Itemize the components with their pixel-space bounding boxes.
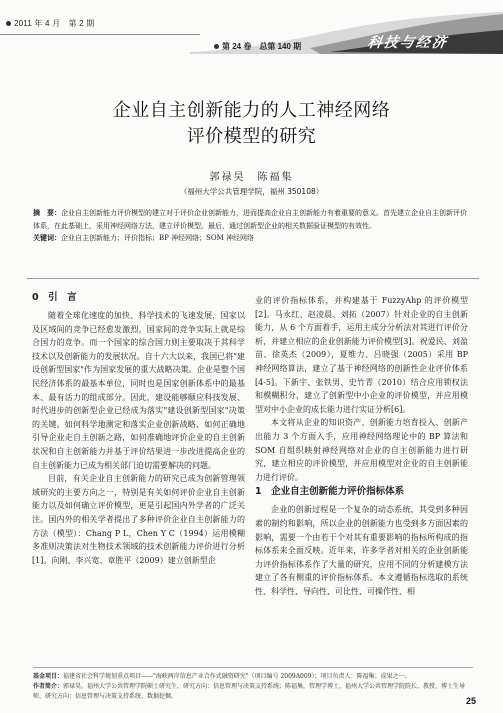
keywords-label: 关键词： bbox=[33, 234, 61, 242]
section-heading-1: 1 企业自主创新能力评价指标体系 bbox=[255, 486, 405, 498]
keywords-text: 企业自主创新能力；评价指标；BP 神经网络；SOM 神经网络 bbox=[61, 234, 255, 242]
footnote-block bbox=[33, 672, 473, 702]
left-column bbox=[32, 290, 245, 567]
bullet-icon bbox=[6, 21, 11, 26]
abstract-divider bbox=[27, 278, 479, 279]
fund-note: 基金项目：福建省社会科学规划重点项目——"海峡两岸信息产业合作式融资研究"（项目编号 2009A009）；项目负责人：陈福集；成果之一。 bbox=[33, 673, 411, 680]
page-number: 25 bbox=[466, 696, 477, 706]
paragraph: 企业的创新过程是一个复杂的动态系统，其受到多种因素的制约和影响，所以企业的创新能力也受到多方面因素的影响，需要一个由若干个对其有重要影响的指标所构成的指标体系来全面反映。近年来，许多学者对相关的企业创新能力评价指标体系作了大量的研究，应用不同的分析建模方法建立了各有侧重的评价指标体系。本文遵循指标选取的系统性、科学性、导向性、可比性、可操作性、相 bbox=[255, 505, 468, 596]
bullet-icon bbox=[214, 44, 219, 49]
keywords bbox=[33, 232, 473, 245]
paragraph: 本文将从企业的知识资产、创新能力培育投入、创新产出能力 3 个方面入手，应用神经网络理论中的 BP 算法和 SOM 自组织映射神经网络对企业的自主创新能力进行研究，建立相应的评价模型，并应用模型对企业的自主创新能力进行评价。 bbox=[255, 418, 468, 482]
abstract-label: 摘 要： bbox=[33, 209, 61, 217]
paper-title-line2: 评价模型的研究 bbox=[186, 126, 317, 147]
footnote-divider bbox=[33, 667, 473, 668]
author-bio-label: 作者简介： bbox=[33, 683, 64, 690]
paragraph: 随着全球化速度的加快、科学技术的飞速发展，国家以及区域间的竞争已经愈发激烈，国家间的竞争实际上就是综合国力的竞争。而一个国家的综合国力则主要取决于其科学技术以及创新能力的发展状况。自十六大以来，我国已将"建设创新型国家"作为国家发展的重大战略决策。企业是整个国民经济体系的最基本单位，同时也是国家创新体系中的最基本、最有活力的组成部分。因此，建设能够顺应科技发展、时代进步的创新型企业已经成为落实"建设创新型国家"决策的关键。如何科学地测定和落实企业创新战略、如何正确地引导企业走自主创新之路，如何准确地评价企业的自主创新状况和自主创新能力并基于评价结果进一步改进提高企业的自主创新能力已成为相关部门迫切需要解决的问题。 bbox=[32, 311, 245, 470]
authors: 郭禄昊 陈福集 bbox=[209, 172, 294, 183]
author-note: 作者简介：郭禄昊，福州大学公共管理学院硕士研究生，研究方向：信息管理与决策支持系统；陈福集，管理学博士，福州大学公共管理学院院长、教授、博士生导师，研究方向：信息管理与决策支持系统、数据挖掘。 bbox=[33, 683, 466, 700]
section-heading-intro: 0 引 言 bbox=[32, 292, 77, 303]
paragraph: 业的评价指标体系，并构建基于 FuzzyAhp 的评价模型[2]。马永红、赵凌晨、刘拓（2007）针对企业的自主创新能力，从 6 个方面着手，运用主成分分析法对其进行评价分析，并建立相应的企业创新能力评价模型[3]。祝爱民、刘盈苗、徐英杰（2009），夏维力、吕晓强（2005）采用 BP 神经网络算法，建立了基于神经网络的创新性企业评价体系[4-5]。下新宇、张铁男、史竹青（2010）结合应用锁权法和模糊积分，建立了创新型中小企业的评价模型，并应用模型对中小企业的成长能力进行实证分析[6]。 bbox=[255, 296, 468, 414]
fund-label: 基金项目： bbox=[33, 673, 64, 680]
journal-column-name: 科技与经济 bbox=[366, 35, 449, 51]
abstract-text: 企业自主创新能力评价模型的建立对于评价企业创新能力，进而提高企业自主创新能力有着重要的意义。首先建立企业自主创新评价体系，在此基础上，采用神经网络方法，建立评价模型。最后，通过创新型企业的相关数据验证模型的有效性。 bbox=[33, 209, 467, 230]
issue-info-right: 第 24 卷 总第 140 期 bbox=[214, 41, 301, 52]
paper-title-line1: 企业自主创新能力的人工神经网络 bbox=[112, 100, 391, 121]
right-column bbox=[255, 294, 468, 598]
header-divider bbox=[0, 34, 200, 35]
journal-header bbox=[0, 0, 503, 54]
abstract-block bbox=[33, 207, 473, 245]
affiliation: （福州大学公共管理学院，福州 350108） bbox=[179, 187, 324, 196]
abstract bbox=[33, 207, 473, 232]
paragraph: 目前，有关企业自主创新能力的研究已成为创新管理领域研究的主要方向之一，特别是有关如何评价企业自主创新能力以及如何确立评价模型，更是引起国内外学者的广泛关注。国内外的相关学者提出了多种评价企业自主创新能力的方法（模型）：Chang P L，Chen Y C（1994）运用模糊多准则决策法对生物技术领域的技术创新能力评价进行分析[1]。向刚、李兴宽、章胜平（2009）建立创新型企 bbox=[32, 474, 245, 565]
issue-info-left: 2011 年 4 月 第 2 期 bbox=[6, 18, 94, 29]
